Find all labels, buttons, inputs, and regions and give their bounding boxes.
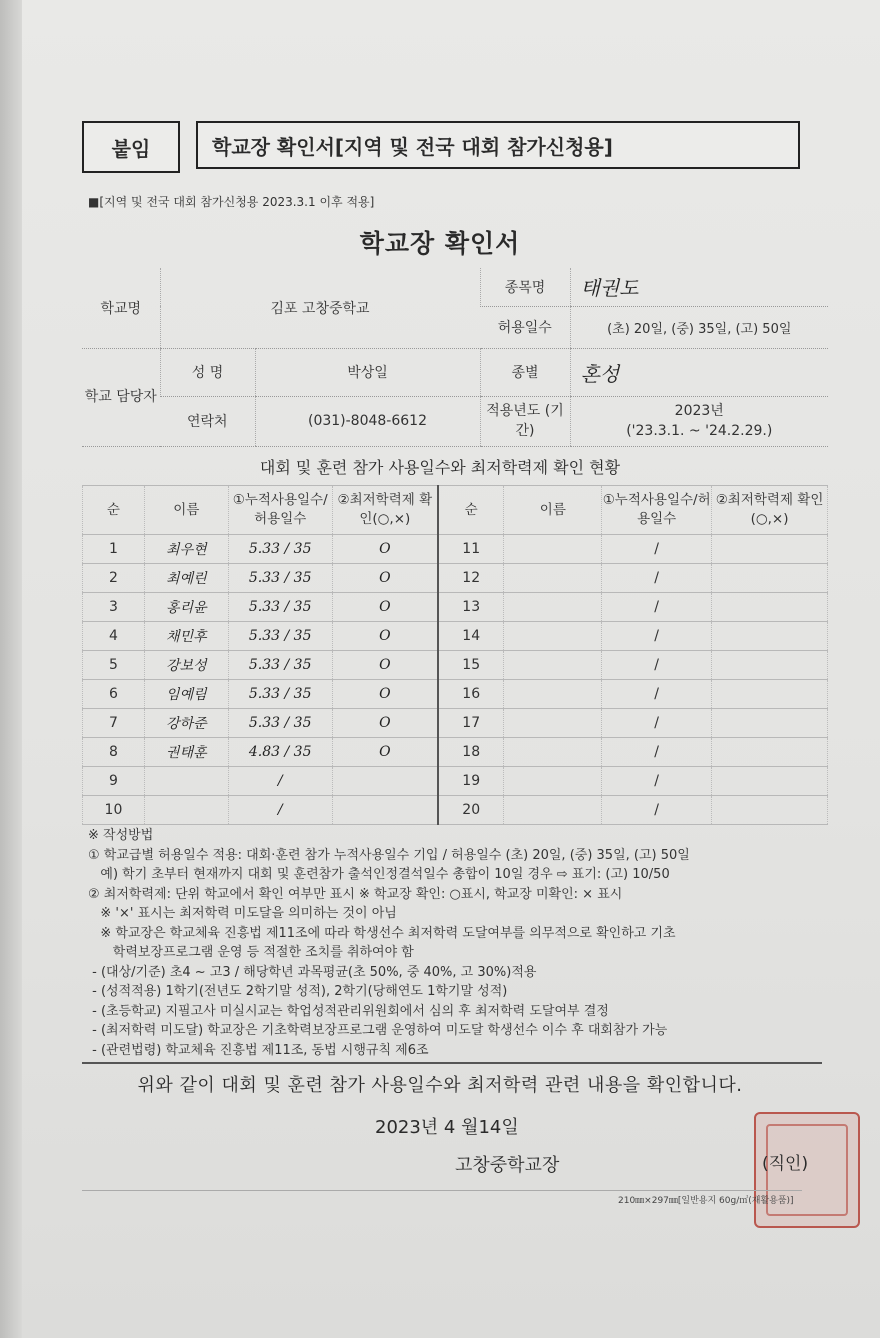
date-text: 2023년 4 월14일 bbox=[375, 1117, 519, 1138]
note-line: - (성적적용) 1학기(전년도 2학기말 성적), 2학기(당해연도 1학기말 성적) bbox=[88, 984, 508, 999]
row-days: 5.33 / 35 bbox=[228, 593, 332, 622]
row-no: 3 bbox=[83, 593, 145, 622]
year-label: 적용년도 (기간) bbox=[480, 396, 570, 446]
note-line: ※ '×' 표시는 최저학력 미도달을 의미하는 것이 아님 bbox=[88, 906, 397, 921]
col-check: ②최저학력제 확인(○,×) bbox=[332, 486, 438, 535]
row-days: / bbox=[228, 767, 332, 796]
row-days: 4.83 / 35 bbox=[228, 738, 332, 767]
row-check bbox=[712, 564, 828, 593]
row-no: 10 bbox=[83, 796, 145, 825]
row-name bbox=[504, 564, 602, 593]
col-name-2: 이름 bbox=[504, 486, 602, 535]
row-no: 20 bbox=[438, 796, 504, 825]
row-days: / bbox=[602, 564, 712, 593]
row-days: 5.33 / 35 bbox=[228, 651, 332, 680]
note-line: - (관련법령) 학교체육 진흥법 제11조, 동법 시행규칙 제6조 bbox=[88, 1042, 429, 1058]
manager-label: 학교 담당자 bbox=[82, 348, 160, 446]
contact-label: 연락처 bbox=[160, 396, 255, 446]
doc-title: 학교장 확인서 bbox=[359, 229, 521, 258]
row-no: 9 bbox=[83, 767, 145, 796]
row-no: 19 bbox=[438, 767, 504, 796]
row-check bbox=[712, 738, 828, 767]
row-no: 1 bbox=[83, 535, 145, 564]
row-check: O bbox=[332, 738, 438, 767]
principal-name: 고창중학교장 bbox=[455, 1155, 560, 1176]
row-check bbox=[712, 767, 828, 796]
row-name bbox=[504, 680, 602, 709]
year-period: ('23.3.1. ~ '24.2.29.) bbox=[626, 423, 773, 439]
row-no: 4 bbox=[83, 622, 145, 651]
status-table bbox=[82, 485, 828, 825]
row-name bbox=[504, 651, 602, 680]
row-days: / bbox=[602, 767, 712, 796]
row-check: O bbox=[332, 709, 438, 738]
table-row bbox=[83, 651, 828, 680]
separator bbox=[82, 1062, 822, 1064]
row-no: 17 bbox=[438, 709, 504, 738]
note-line: ※ 작성방법 bbox=[88, 828, 154, 843]
top-note: ■[지역 및 전국 대회 참가신청용 2023.3.1 이후 적용] bbox=[88, 195, 375, 209]
contact-value: (031)-8048-6612 bbox=[255, 396, 480, 446]
row-check bbox=[712, 651, 828, 680]
row-days: / bbox=[602, 535, 712, 564]
row-days: / bbox=[228, 796, 332, 825]
col-name: 이름 bbox=[144, 486, 228, 535]
binding-edge bbox=[0, 0, 22, 1338]
row-name: 홍리윤 bbox=[144, 593, 228, 622]
col-no-2: 순 bbox=[438, 486, 504, 535]
table-row bbox=[83, 535, 828, 564]
row-name bbox=[504, 709, 602, 738]
note-line: - (최저학력 미도달) 학교장은 기초학력보장프로그램 운영하여 미도달 학생선수 이수 후 대회참가 가능 bbox=[88, 1023, 668, 1038]
seal-label: (직인) bbox=[762, 1154, 809, 1174]
col-days: ①누적사용일수/허용일수 bbox=[228, 486, 332, 535]
row-check bbox=[712, 622, 828, 651]
name-label: 성 명 bbox=[160, 348, 255, 396]
notes-section bbox=[88, 826, 848, 1060]
attachment-tag-text: 붙임 bbox=[111, 136, 151, 161]
confirm-text: 위와 같이 대회 및 훈련 참가 사용일수와 최저학력 관련 내용을 확인합니다. bbox=[137, 1075, 743, 1096]
footer-line bbox=[82, 1190, 802, 1191]
gender-value: 혼성 bbox=[570, 348, 828, 396]
row-check bbox=[332, 796, 438, 825]
row-name bbox=[144, 767, 228, 796]
row-no: 6 bbox=[83, 680, 145, 709]
row-check bbox=[712, 535, 828, 564]
allowed-value: (초) 20일, (중) 35일, (고) 50일 bbox=[570, 306, 828, 348]
row-no: 7 bbox=[83, 709, 145, 738]
row-days: 5.33 / 35 bbox=[228, 622, 332, 651]
row-check: O bbox=[332, 680, 438, 709]
row-name bbox=[504, 738, 602, 767]
school-label: 학교명 bbox=[82, 268, 160, 348]
row-no: 12 bbox=[438, 564, 504, 593]
row-name bbox=[504, 796, 602, 825]
year-value: 2023년 bbox=[674, 403, 724, 419]
row-check: O bbox=[332, 535, 438, 564]
row-no: 18 bbox=[438, 738, 504, 767]
info-table bbox=[82, 268, 828, 447]
footer-paper-spec: 210㎜×297㎜[일반용지 60g/㎡(재활용품)] bbox=[618, 1196, 794, 1206]
note-line: - (대상/기준) 초4 ~ 고3 / 해당학년 과목평균(초 50%, 중 40%, 고 30%)적용 bbox=[88, 964, 537, 980]
row-name bbox=[504, 593, 602, 622]
row-days: / bbox=[602, 680, 712, 709]
row-days: / bbox=[602, 709, 712, 738]
sport-value: 태권도 bbox=[570, 268, 828, 306]
col-no: 순 bbox=[83, 486, 145, 535]
row-name bbox=[504, 535, 602, 564]
row-days: / bbox=[602, 738, 712, 767]
school-value: 김포 고창중학교 bbox=[160, 268, 480, 348]
status-table-title: 대회 및 훈련 참가 사용일수와 최저학력제 확인 현황 bbox=[259, 458, 621, 477]
note-line: ① 학교급별 허용일수 적용: 대회·훈련 참가 누적사용일수 기입 / 허용일수 (초) 20일, (중) 35일, (고) 50일 bbox=[88, 847, 690, 863]
table-row bbox=[83, 680, 828, 709]
table-row bbox=[83, 796, 828, 825]
row-name: 임예림 bbox=[144, 680, 228, 709]
table-row bbox=[83, 593, 828, 622]
row-days: / bbox=[602, 622, 712, 651]
row-check bbox=[712, 680, 828, 709]
row-name: 채민후 bbox=[144, 622, 228, 651]
allowed-label: 허용일수 bbox=[480, 306, 570, 348]
row-days: 5.33 / 35 bbox=[228, 564, 332, 593]
row-name: 강하준 bbox=[144, 709, 228, 738]
row-check bbox=[712, 593, 828, 622]
row-name: 최예린 bbox=[144, 564, 228, 593]
row-days: 5.33 / 35 bbox=[228, 535, 332, 564]
attachment-tag bbox=[82, 121, 180, 173]
note-line: ※ 학교장은 학교체육 진흥법 제11조에 따라 학생선수 최저학력 도달여부를 의무적으로 확인하고 기초 bbox=[88, 925, 676, 941]
year-cell bbox=[570, 396, 828, 446]
table-row bbox=[83, 622, 828, 651]
row-no: 8 bbox=[83, 738, 145, 767]
gender-label: 종별 bbox=[480, 348, 570, 396]
table-row bbox=[83, 767, 828, 796]
note-line: 예) 학기 초부터 현재까지 대회 및 훈련참가 출석인정결석일수 총합이 10일 경우 ⇨ 표기: (고) 10/50 bbox=[88, 867, 670, 882]
row-check: O bbox=[332, 564, 438, 593]
row-days: 5.33 / 35 bbox=[228, 680, 332, 709]
row-days: / bbox=[602, 593, 712, 622]
header-title-box bbox=[196, 121, 800, 169]
row-no: 5 bbox=[83, 651, 145, 680]
row-name: 최우현 bbox=[144, 535, 228, 564]
status-table-header bbox=[83, 486, 828, 535]
col-days-2: ①누적사용일수/허용일수 bbox=[602, 486, 712, 535]
table-row bbox=[83, 709, 828, 738]
row-no: 11 bbox=[438, 535, 504, 564]
col-check-2: ②최저학력제 확인(○,×) bbox=[712, 486, 828, 535]
table-row bbox=[83, 564, 828, 593]
row-name bbox=[504, 622, 602, 651]
row-name: 강보성 bbox=[144, 651, 228, 680]
row-no: 14 bbox=[438, 622, 504, 651]
row-check bbox=[332, 767, 438, 796]
row-no: 2 bbox=[83, 564, 145, 593]
row-check: O bbox=[332, 651, 438, 680]
row-days: 5.33 / 35 bbox=[228, 709, 332, 738]
row-name: 권태훈 bbox=[144, 738, 228, 767]
note-line: - (초등학교) 지필고사 미실시교는 학업성적관리위원회에서 심의 후 최저학력 도달여부 결정 bbox=[88, 1003, 609, 1019]
header-title: 학교장 확인서[지역 및 전국 대회 참가신청용] bbox=[212, 134, 613, 159]
note-line: ② 최저학력제: 단위 학교에서 확인 여부만 표시 ※ 학교장 확인: ○표시, 학교장 미확인: × 표시 bbox=[88, 886, 623, 902]
note-line: 학력보장프로그램 운영 등 적절한 조치를 취하여야 함 bbox=[88, 945, 414, 960]
row-check: O bbox=[332, 622, 438, 651]
sport-label: 종목명 bbox=[480, 268, 570, 306]
name-value: 박상일 bbox=[255, 348, 480, 396]
row-days: / bbox=[602, 651, 712, 680]
row-days: / bbox=[602, 796, 712, 825]
row-name bbox=[144, 796, 228, 825]
row-check bbox=[712, 796, 828, 825]
row-no: 16 bbox=[438, 680, 504, 709]
row-no: 13 bbox=[438, 593, 504, 622]
row-name bbox=[504, 767, 602, 796]
row-check: O bbox=[332, 593, 438, 622]
table-row bbox=[83, 738, 828, 767]
row-no: 15 bbox=[438, 651, 504, 680]
row-check bbox=[712, 709, 828, 738]
